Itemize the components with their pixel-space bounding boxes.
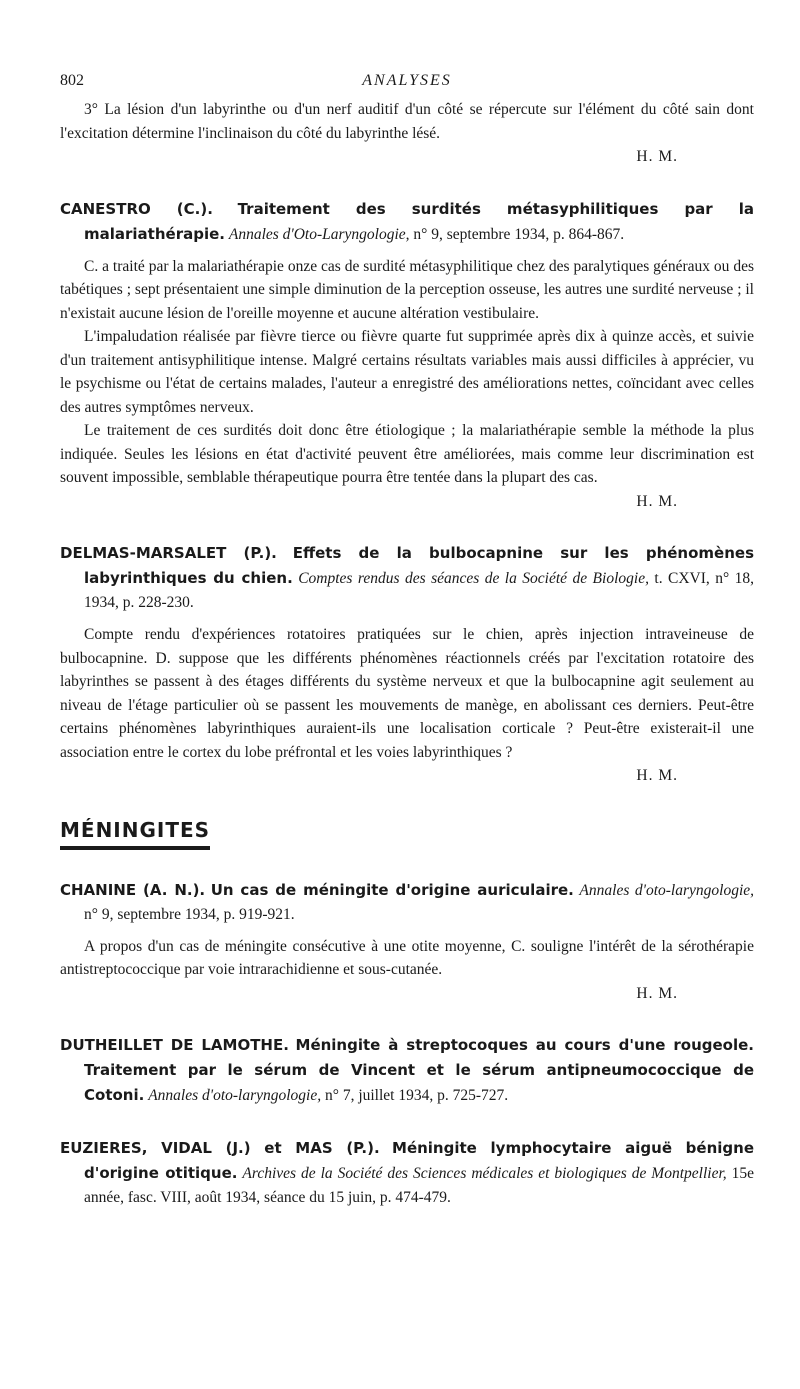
entry-paragraph: L'impaludation réalisée par fièvre tierce ou fièvre quarte fut supprimée après dix à quinze accès, et suivie d'un traitement antisyphilitique intense. Malgré certains résultats variables mais aussi difficiles à apprécier, vu le psychisme ou l'état de certains malades, l'auteur a enregistré des améliorations nettes, coïncidant avec celles des autres symptômes nerveux. <box>60 328 754 416</box>
entry-title: Traitement des surdités métasyphilitiques par la malariathérapie. <box>84 199 754 243</box>
entry-details: n° 9, septembre 1934, p. 864-867. <box>413 225 625 243</box>
entry-author: DELMAS-MARSALET (P.). <box>60 544 277 562</box>
entry-title: Effets de la bulbocapnine sur les phénomènes labyrinthiques du chien. <box>84 544 754 587</box>
entry-source: Annales d'Oto-Laryngologie, <box>228 225 410 243</box>
entry-source: Archives de la Société des Sciences médicales et biologiques de Montpellier, <box>242 1165 727 1182</box>
entry-paragraph: Compte rendu d'expériences rotatoires pratiquées sur le chien, après injection intraveineuse de bulbocapnine. D. suppose que les différents phénomènes réactionnels créés par l'excitation rotatoire des labyrinthes se passent à des étages différents du système nerveux et que la bulbocapnine agit seulement au niveau de l'étage particulier où se passent les mouvements de manège, en abolissant ces derniers. Peut-être certains phénomènes labyrinthiques auraient-ils une localisation corticale ? Peut-être existerait-il une association entre le cortex du lobe préfrontal et les voies labyrinthiques ? <box>60 626 754 761</box>
entry-header-dutheillet <box>60 1033 754 1108</box>
entry-header-euzieres <box>60 1136 754 1210</box>
entry-paragraph: C. a traité par la malariathérapie onze cas de surdité métasyphilitique chez des paralytiques généraux ou des tabétiques ; sept présentaient une simple diminution de la perception osseuse, les autres une surdité nerveuse ; il n'existait aucune lésion de l'oreille moyenne et aucune altération vestibulaire. <box>60 257 754 322</box>
entry-author: CANESTRO (C.). <box>60 199 213 218</box>
intro-signature: H. M. <box>636 148 678 165</box>
entry-paragraph: A propos d'un cas de méningite consécutive à une otite moyenne, C. souligne l'intérêt de la sérothérapie antistreptococcique par voie intrarachidienne et sous-cutanée. <box>60 937 754 978</box>
running-title: ANALYSES <box>362 72 452 89</box>
entry-details: n° 9, septembre 1934, p. 919-921. <box>84 905 295 923</box>
entry-signature: H. M. <box>636 767 678 784</box>
entry-title: Un cas de méningite d'origine auriculaire. <box>210 880 574 899</box>
intro-paragraph: 3° La lésion d'un labyrinthe ou d'un nerf auditif d'un côté se répercute sur l'élément du côté sain dont l'excitation détermine l'inclinaison du côté du labyrinthe lésé. <box>60 101 754 142</box>
entry-details: n° 7, juillet 1934, p. 725-727. <box>325 1087 509 1104</box>
entry-title: Méningite à streptocoques au cours d'une rougeole. Traitement par le sérum de Vincent et le sérum antipneumococcique de Cotoni. <box>84 1036 754 1104</box>
page-header <box>60 72 754 98</box>
entry-header-delmas-marsalet <box>60 541 754 615</box>
entry-header-canestro <box>60 197 754 247</box>
entry-details: t. CXVI, n° 18, 1934, p. 228-230. <box>84 570 754 611</box>
page-number: 802 <box>60 72 84 89</box>
entry-details: 15e année, fasc. VIII, août 1934, séance du 15 juin, p. 474-479. <box>84 1165 754 1206</box>
entry-header-chanine <box>60 878 754 927</box>
entry-author: EUZIERES, VIDAL (J.) et MAS (P.). <box>60 1139 380 1157</box>
entry-title: Méningite lymphocytaire aiguë bénigne d'origine otitique. <box>84 1139 755 1182</box>
section-title: MÉNINGITES <box>60 818 210 850</box>
entry-author: DUTHEILLET DE LAMOTHE. <box>60 1036 289 1054</box>
entry-source: Comptes rendus des séances de la Société de Biologie, <box>298 570 649 587</box>
entry-author: CHANINE (A. N.). <box>60 880 206 899</box>
entry-paragraph: Le traitement de ces surdités doit donc être étiologique ; la malariathérapie semble la méthode la plus indiquée. Seules les lésions en état d'activité peuvent être améliorées, mais comme leur discrimination est souvent impossible, semblable thérapeutique pourra être tentée dans la plupart des cas. <box>60 422 754 486</box>
entry-source: Annales d'oto-laryngologie, <box>579 881 755 899</box>
entry-signature: H. M. <box>636 492 678 510</box>
page <box>60 72 754 1218</box>
entry-source: Annales d'oto-laryngologie, <box>148 1087 322 1104</box>
entry-signature: H. M. <box>636 984 678 1002</box>
